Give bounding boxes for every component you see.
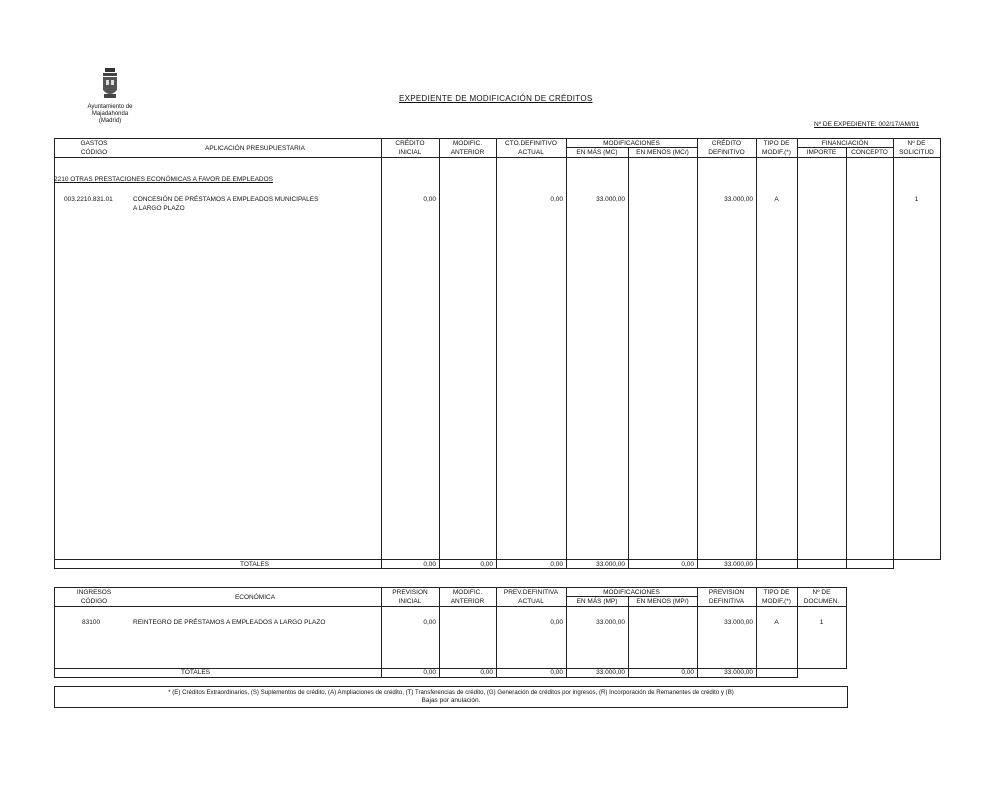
col-prev-definitiva-header-1: PREV.DEFINITIVA: [503, 589, 559, 596]
col-solicitud-header-1: Nº DE: [907, 140, 926, 147]
col-ingresos-header: INGRESOS: [76, 589, 112, 596]
col-tipo-header-2: MODIF.(*): [762, 149, 791, 156]
col-modificaciones-header: MODIFICACIONES: [603, 589, 660, 596]
totals-en-menos: 0,00: [681, 669, 694, 676]
col-economica-header: ECONÓMICA: [234, 594, 276, 601]
col-credito-def-header-2: DEFINITIVO: [708, 149, 745, 156]
col-solicitud-header-2: SOLICITUD: [899, 149, 934, 156]
col-prevision-def-header-1: PREVISION: [708, 589, 745, 596]
totals-actual: 0,00: [550, 561, 563, 568]
col-cto-definitivo-header-1: CTO.DEFINITIVO: [505, 140, 557, 147]
col-en-mas-header: EN MÁS (MP): [576, 598, 618, 605]
col-modificaciones-header: MODIFICACIONES: [603, 140, 660, 147]
row-prevision-definitiva: 33.000,00: [724, 619, 753, 626]
col-importe-header: IMPORTE: [806, 149, 837, 156]
row-documento: 1: [819, 619, 824, 626]
row-desc: REINTEGRO DE PRÉSTAMOS A EMPLEADOS A LARGO PLAZO: [133, 619, 326, 626]
col-tipo-header-2: MODIF.(*): [762, 598, 791, 605]
col-cto-definitivo-header-2: ACTUAL: [518, 149, 544, 156]
col-prevision-inicial-header-2: INICIAL: [398, 598, 422, 605]
col-tipo-header-1: TIPO DE: [763, 140, 790, 147]
col-modif-anterior-header-1: MODIFIC.: [452, 589, 483, 596]
totals-anterior: 0,00: [480, 669, 493, 676]
row-credito-definitivo: 33.000,00: [724, 196, 753, 203]
row-cto-actual: 0,00: [550, 196, 563, 203]
row-desc-line1: CONCESIÓN DE PRÉSTAMOS A EMPLEADOS MUNICIPALES: [133, 196, 319, 203]
totals-en-mas: 33.000,00: [596, 669, 625, 676]
row-tipo-modif: A: [774, 619, 779, 626]
row-solicitud: 1: [914, 196, 919, 203]
totals-anterior: 0,00: [480, 561, 493, 568]
row-en-mas: 33.000,00: [596, 619, 625, 626]
totals-en-mas: 33.000,00: [596, 561, 625, 568]
coat-of-arms-logo: [100, 68, 120, 100]
totals-definitivo: 33.000,00: [724, 669, 753, 676]
totals-inicial: 0,00: [423, 561, 436, 568]
col-modif-anterior-header-2: ANTERIOR: [450, 598, 485, 605]
row-credito-inicial: 0,00: [423, 196, 436, 203]
row-codigo: 83100: [82, 619, 101, 626]
row-prevision-inicial: 0,00: [423, 619, 436, 626]
col-modif-anterior-header-2: ANTERIOR: [450, 149, 485, 156]
page-title: EXPEDIENTE DE MODIFICACIÓN DE CRÉDITOS: [399, 94, 593, 103]
col-credito-inicial-header-1: CRÉDITO: [395, 140, 425, 147]
col-financiacion-header: FINANCIACIÓN: [821, 140, 869, 147]
row-en-mas: 33.000,00: [596, 196, 625, 203]
footnote-line2: Bajas por anulación.: [421, 697, 481, 704]
footnote-box: [54, 686, 848, 708]
totals-inicial: 0,00: [423, 669, 436, 676]
col-credito-inicial-header-2: INICIAL: [398, 149, 422, 156]
col-aplicacion-header: APLICACIÓN PRESUPUESTARIA: [205, 145, 305, 152]
col-tipo-header-1: TIPO DE: [763, 589, 790, 596]
col-en-menos-header: EN MENOS (MP/): [636, 598, 689, 605]
row-prev-actual: 0,00: [550, 619, 563, 626]
row-codigo: 003.2210.831.01: [64, 196, 113, 203]
col-concepto-header: CONCEPTO: [851, 149, 888, 156]
col-prevision-def-header-2: DEFINITIVA: [708, 598, 745, 605]
col-documento-header-1: Nº DE: [812, 589, 831, 596]
col-prevision-inicial-header-1: PREVISION: [392, 589, 428, 596]
org-name-line3: (Madrid): [98, 118, 122, 124]
col-en-mas-header: EN MÁS (MC): [576, 149, 618, 156]
totals-label: TOTALES: [181, 669, 211, 676]
org-name-line2: Majadahonda: [91, 111, 129, 117]
col-credito-def-header-1: CRÉDITO: [711, 140, 742, 147]
col-modif-anterior-header-1: MODIFIC.: [452, 140, 483, 147]
col-codigo-header: CÓDIGO: [80, 598, 108, 605]
row-desc-line2: A LARGO PLAZO: [133, 205, 185, 212]
totals-label: TOTALES: [240, 561, 270, 568]
col-gastos-header: GASTOS: [80, 140, 108, 147]
org-name-line1: Ayuntamiento de: [87, 104, 133, 110]
expediente-number: Nº DE EXPEDIENTE: 002/17/AM/01: [814, 121, 919, 128]
col-codigo-header: CÓDIGO: [80, 149, 108, 156]
col-prev-definitiva-header-2: ACTUAL: [518, 598, 544, 605]
col-documento-header-2: DOCUMEN.: [803, 598, 840, 605]
row-tipo-modif: A: [774, 196, 779, 203]
section-heading: 2210 OTRAS PRESTACIONES ECONÓMICAS A FAVOR DE EMPLEADOS: [54, 176, 274, 183]
totals-en-menos: 0,00: [681, 561, 694, 568]
totals-actual: 0,00: [550, 669, 563, 676]
footnote-line1: * (E) Créditos Extraordinarios, (S) Suplementos de crédito, (A) Ampliaciones de crédito, (T) Transferencias de crédito, (G) Generación de créditos por ingresos, (R) Incorporación de Remanentes de crédito y (B): [168, 689, 734, 696]
col-en-menos-header: EN MENOS (MC/): [636, 149, 689, 156]
totals-definitivo: 33.000,00: [724, 561, 753, 568]
